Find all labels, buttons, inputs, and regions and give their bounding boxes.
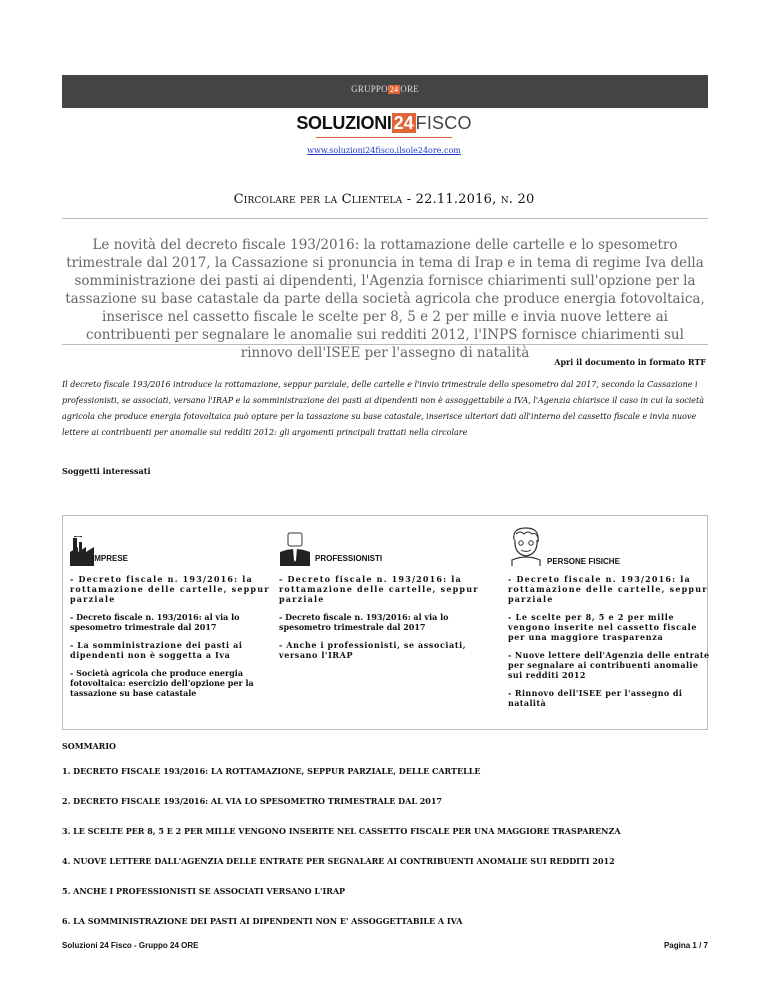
person-face-icon <box>508 526 544 566</box>
logo-underline <box>316 137 452 138</box>
subjects-table <box>62 515 708 730</box>
list-item: - Società agricola che produce energia fotovoltaica: esercizio dell'opzione per la tassazione su base catastale <box>70 668 254 698</box>
summary-item[interactable]: 4. NUOVE LETTERE DALL'AGENZIA DELLE ENTRATE PER SEGNALARE AI CONTRIBUENTI ANOMALIE SUI REDDITI 2012 <box>62 856 615 866</box>
divider <box>62 344 708 345</box>
list-item: - Decreto fiscale n. 193/2016: al via lo spesometro trimestrale dal 2017 <box>70 612 240 632</box>
gruppo-24-ore-logo: GRUPPO 24 ORE <box>351 84 419 94</box>
intro-paragraph: Il decreto fiscale 193/2016 introduce la rottamazione, seppur parziale, delle cartelle e l'invio trimestrale dello spesometro dal 2017, secondo la Cassazione i professionisti, se associati, versano l'IRAP e la somministrazione dei pasti ai dipendenti non è assoggettabile a IVA, l'Agenzia chiarisce il caso in cui la società agricola che produce energia fotovoltaica può optare per la tassazione su base catastale, inserisce ulteriori dati all'interno del cassetto fiscale e invia nuove lettere ai contribuenti per anomalie sui redditi 2012: gli argomenti principali trattati nella circolare <box>62 380 705 437</box>
list-item: - Le scelte per 8, 5 e 2 per mille vengono inserite nel cassetto fiscale per una maggiore trasparenza <box>508 612 698 642</box>
subjects-heading: Soggetti interessati <box>62 466 151 476</box>
page-footer <box>62 941 708 950</box>
summary-list <box>62 766 708 946</box>
list-item: - Decreto fiscale n. 193/2016: al via lo spesometro trimestrale dal 2017 <box>279 612 449 632</box>
circular-heading: Circolare per la Clientela - 22.11.2016, n. 20 <box>233 192 535 207</box>
list-item: - La somministrazione dei pasti ai dipendenti non è soggetta a Iva <box>70 640 243 660</box>
footer-publisher: Soluzioni 24 Fisco - Gruppo 24 ORE <box>62 941 199 950</box>
list-item: - Nuove lettere dell'Agenzia delle entrate per segnalare ai contribuenti anomalie sui redditi 2012 <box>508 650 710 680</box>
soluzioni24fisco-logo: SOLUZIONI 24 FISCO <box>296 113 472 133</box>
list-item: - Decreto fiscale n. 193/2016: la rottamazione delle cartelle, seppur parziale <box>279 574 479 604</box>
divider <box>62 218 708 219</box>
factory-icon <box>70 536 94 566</box>
summary-item[interactable]: 3. LE SCELTE PER 8, 5 E 2 PER MILLE VENGONO INSERITE NEL CASSETTO FISCALE PER UNA MAGGIORE TRASPARENZA <box>62 826 621 836</box>
column-label: PROFESSIONISTI <box>315 554 383 563</box>
publisher-banner <box>62 75 708 108</box>
column-label: IMPRESE <box>92 554 129 563</box>
column-professionisti <box>279 522 486 660</box>
document-title: Le novità del decreto fiscale 193/2016: la rottamazione delle cartelle e lo spesometro trimestrale dal 2017, la Cassazione si pronuncia in tema di Irap e in tema di regime Iva della somministrazione dei pasti ai dipendenti, l'Agenzia fornisce chiarimenti sull'opzione per la tassazione su base catastale da parte della società agricola che produce energia fotovoltaica, inserisce nel cassetto fiscale le scelte per 8, 5 e 2 per mille e invia nuove lettere ai contribuenti per segnalare le anomalie sui redditi 2012, l'INPS fornisce chiarimenti sul rinnovo dell'ISEE per l'assegno di natalità <box>65 237 705 361</box>
list-item: - Decreto fiscale n. 193/2016: la rottamazione delle cartelle, seppur parziale <box>70 574 270 604</box>
open-rtf-link[interactable]: Apri il documento in formato RTF <box>554 357 706 367</box>
summary-item[interactable]: 2. DECRETO FISCALE 193/2016: AL VIA LO SPESOMETRO TRIMESTRALE DAL 2017 <box>62 796 442 806</box>
list-item: - Decreto fiscale n. 193/2016: la rottamazione delle cartelle, seppur parziale <box>508 574 708 604</box>
column-label: PERSONE FISICHE <box>547 557 620 566</box>
summary-item[interactable]: 5. ANCHE I PROFESSIONISTI SE ASSOCIATI VERSANO L'IRAP <box>62 886 346 896</box>
column-persone-fisiche <box>508 522 715 708</box>
column-imprese <box>70 522 277 698</box>
summary-heading: SOMMARIO <box>62 741 117 751</box>
businessman-icon <box>279 532 311 566</box>
list-item: - Anche i professionisti, se associati, versano l'IRAP <box>279 640 467 660</box>
website-link[interactable]: www.soluzioni24fisco.ilsole24ore.com <box>307 146 461 155</box>
summary-item[interactable]: 6. LA SOMMINISTRAZIONE DEI PASTI AI DIPENDENTI NON E' ASSOGGETTABILE A IVA <box>62 916 463 926</box>
page-number: Pagina 1 / 7 <box>663 941 708 950</box>
list-item: - Rinnovo dell'ISEE per l'assegno di natalità <box>508 688 683 708</box>
summary-item[interactable]: 1. DECRETO FISCALE 193/2016: LA ROTTAMAZIONE, SEPPUR PARZIALE, DELLE CARTELLE <box>62 766 481 776</box>
